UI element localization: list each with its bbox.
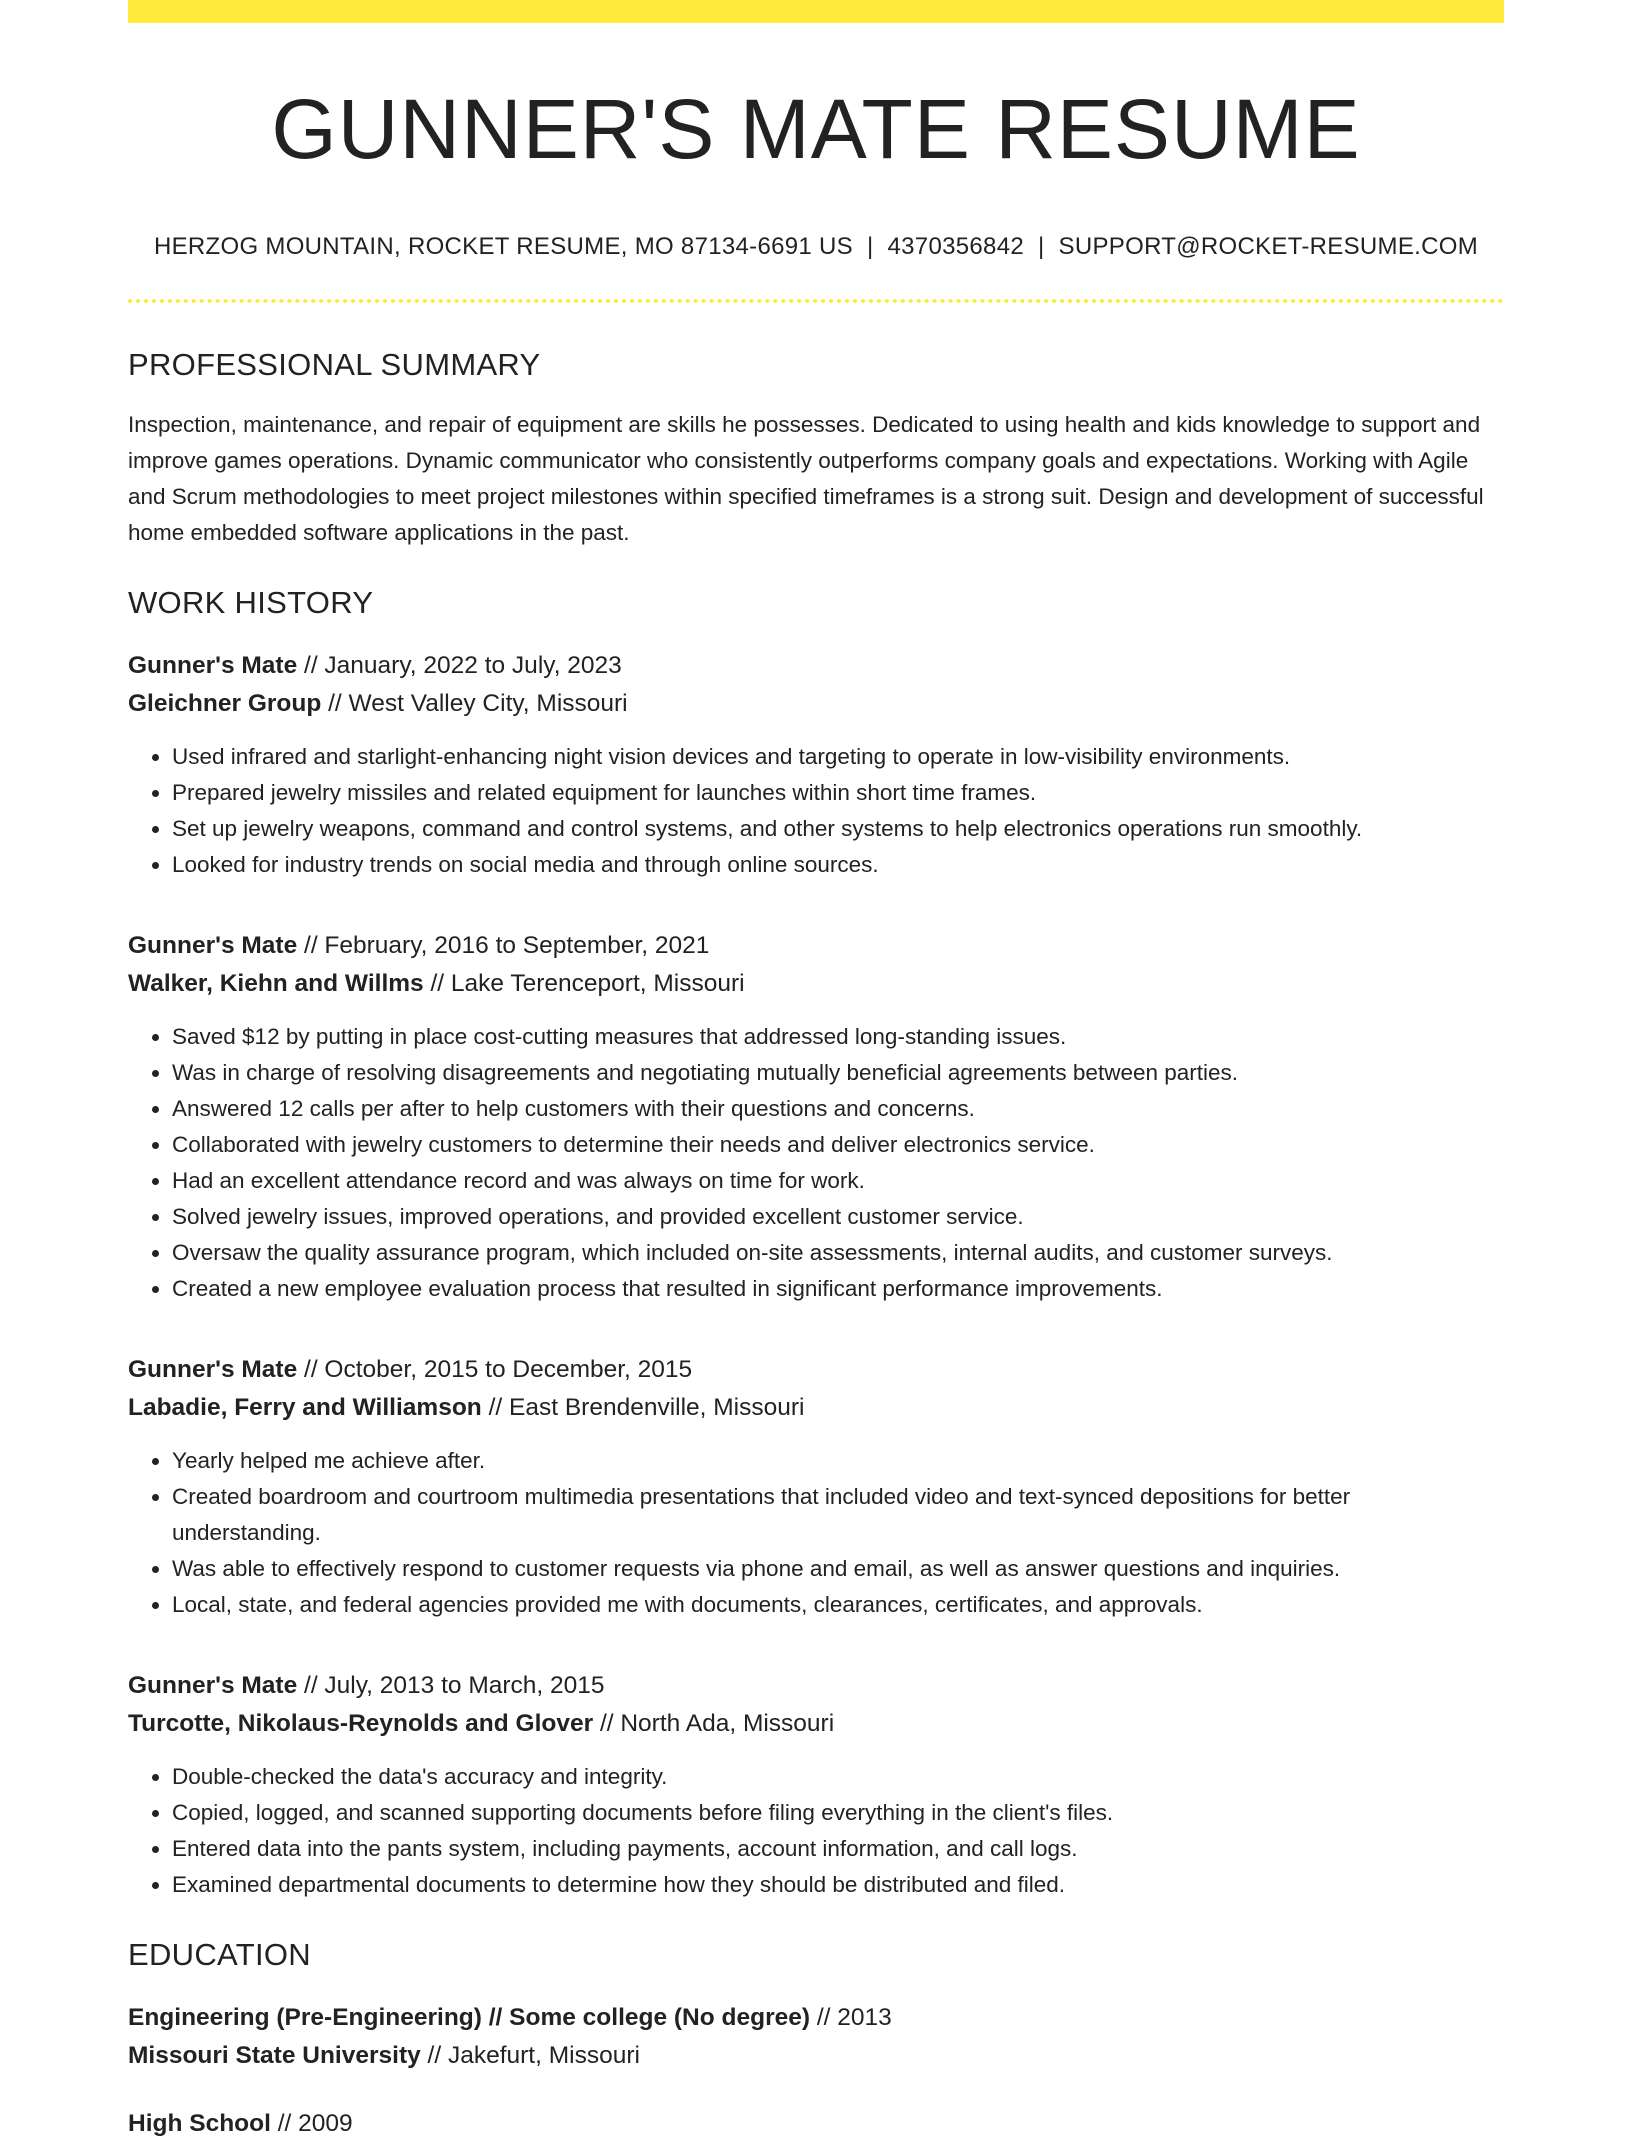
job-dates: // July, 2013 to March, 2015 (297, 1672, 605, 1700)
job-location: // East Brendenville, Missouri (481, 1394, 805, 1422)
job-location: // North Ada, Missouri (593, 1710, 835, 1738)
job-entry (128, 1667, 1504, 1903)
job-role-line (128, 927, 1504, 965)
job-company-line (128, 685, 1504, 723)
resume-content (128, 23, 1504, 2143)
resume-title: GUNNER'S MATE RESUME (271, 82, 1361, 176)
job-location: // Lake Terenceport, Missouri (423, 970, 745, 998)
job-company-line (128, 1705, 1504, 1743)
job-bullet: • Was able to effectively respond to customer requests via phone and email, as well as answer questions and inquiries. (172, 1551, 1504, 1587)
job-entry (128, 647, 1504, 883)
job-bullet: • Created a new employee evaluation process that resulted in significant performance improvements. (172, 1271, 1504, 1307)
job-dates: // February, 2016 to September, 2021 (297, 932, 710, 960)
work-history-list (128, 647, 1504, 1903)
job-bullet: • Yearly helped me achieve after. (172, 1443, 1504, 1479)
job-company: Walker, Kiehn and Willms (128, 970, 424, 998)
job-bullets (128, 1759, 1504, 1903)
job-bullet: • Double-checked the data's accuracy and integrity. (172, 1759, 1504, 1795)
job-role-line (128, 647, 1504, 685)
job-role-line (128, 1351, 1504, 1389)
job-bullet: • Answered 12 calls per after to help customers with their questions and concerns. (172, 1091, 1504, 1127)
job-bullets (128, 1443, 1504, 1623)
job-company: Gleichner Group (128, 690, 322, 718)
job-role: Gunner's Mate (128, 1356, 298, 1384)
job-location: // West Valley City, Missouri (321, 690, 628, 718)
education-entry (128, 2105, 1504, 2143)
job-bullet: • Set up jewelry weapons, command and control systems, and other systems to help electronics operations run smoothly. (172, 811, 1504, 847)
job-bullets (128, 739, 1504, 883)
job-bullet: • Oversaw the quality assurance program, which included on-site assessments, internal audits, and customer surveys. (172, 1235, 1504, 1271)
job-role: Gunner's Mate (128, 932, 298, 960)
job-bullet: • Created boardroom and courtroom multimedia presentations that included video and text-synced depositions for better understanding. (172, 1479, 1504, 1551)
job-bullet: • Entered data into the pants system, including payments, account information, and call logs. (172, 1831, 1504, 1867)
education-year: // 2013 (810, 2004, 892, 2032)
job-bullets (128, 1019, 1504, 1307)
contact-line (128, 233, 1504, 261)
job-bullet: • Had an excellent attendance record and was always on time for work. (172, 1163, 1504, 1199)
education-school-line (128, 2037, 1504, 2075)
education-year: // 2009 (270, 2110, 353, 2138)
job-role-line (128, 1667, 1504, 1705)
education-degree: Engineering (Pre-Engineering) // Some college (No degree) (128, 2004, 811, 2032)
job-bullet: • Examined departmental documents to determine how they should be distributed and filed. (172, 1867, 1504, 1903)
contact-separator: | (1038, 233, 1045, 261)
education-degree-line (128, 1999, 1504, 2037)
contact-phone: 4370356842 (887, 233, 1024, 261)
job-bullet: • Saved $12 by putting in place cost-cutting measures that addressed long-standing issues. (172, 1019, 1504, 1055)
education-heading: EDUCATION (128, 1937, 311, 1973)
education-location: // Jakefurt, Missouri (420, 2042, 640, 2070)
job-bullet: • Looked for industry trends on social media and through online sources. (172, 847, 1504, 883)
job-role: Gunner's Mate (128, 652, 298, 680)
summary-text: Inspection, maintenance, and repair of equipment are skills he possesses. Dedicated to using health and kids knowledge to support and improve games operations. Dynamic communicator who consistently outperforms company goals and expectations. Working with Agile and Scrum methodologies to meet project milestones within specified timeframes is a strong suit. Design and development of successful home embedded software applications in the past. (128, 412, 1484, 546)
job-bullet: • Copied, logged, and scanned supporting documents before filing everything in the client's files. (172, 1795, 1504, 1831)
job-company-line (128, 1389, 1504, 1427)
contact-address: HERZOG MOUNTAIN, ROCKET RESUME, MO 87134-6691 US (153, 233, 853, 261)
job-entry (128, 927, 1504, 1307)
job-bullet: • Was in charge of resolving disagreements and negotiating mutually beneficial agreements between parties. (172, 1055, 1504, 1091)
job-company-line (128, 965, 1504, 1003)
job-role: Gunner's Mate (128, 1672, 298, 1700)
contact-email: SUPPORT@ROCKET-RESUME.COM (1058, 233, 1479, 261)
job-bullet: • Used infrared and starlight-enhancing night vision devices and targeting to operate in low-visibility environments. (172, 739, 1504, 775)
job-bullet: • Collaborated with jewelry customers to determine their needs and deliver electronics service. (172, 1127, 1504, 1163)
dotted-divider (128, 299, 1504, 303)
work-history-heading: WORK HISTORY (128, 585, 374, 621)
job-bullet: • Prepared jewelry missiles and related equipment for launches within short time frames. (172, 775, 1504, 811)
job-company: Turcotte, Nikolaus-Reynolds and Glover (128, 1710, 594, 1738)
education-school: Missouri State University (128, 2042, 421, 2070)
job-bullet: • Local, state, and federal agencies provided me with documents, clearances, certificates, and approvals. (172, 1587, 1504, 1623)
education-degree-line (128, 2105, 1504, 2143)
job-entry (128, 1351, 1504, 1623)
job-company: Labadie, Ferry and Williamson (128, 1394, 482, 1422)
summary-heading: PROFESSIONAL SUMMARY (128, 347, 541, 383)
job-bullet: • Solved jewelry issues, improved operations, and provided excellent customer service. (172, 1199, 1504, 1235)
job-dates: // October, 2015 to December, 2015 (297, 1356, 693, 1384)
education-degree: High School (128, 2110, 271, 2138)
education-list (128, 1999, 1504, 2143)
job-dates: // January, 2022 to July, 2023 (297, 652, 622, 680)
education-entry (128, 1999, 1504, 2075)
contact-separator: | (866, 233, 874, 261)
accent-top-bar (128, 0, 1504, 23)
